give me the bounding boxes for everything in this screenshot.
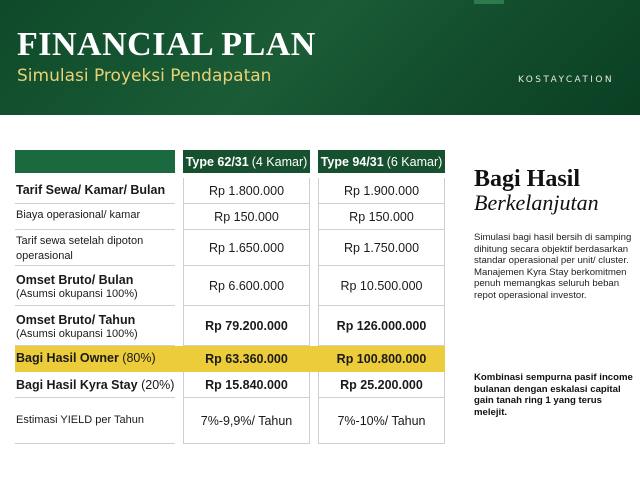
row-label: Bagi Hasil Owner — [16, 351, 119, 365]
row-label: Estimasi YIELD per Tahun — [16, 414, 144, 426]
header-banner — [0, 0, 640, 115]
value-type-94: Rp 150.000 — [318, 204, 445, 230]
row-label-group — [16, 378, 174, 392]
row-label-cell — [15, 306, 175, 346]
side-highlight: Kombinasi sempurna pasif income bulanan dengan eskalasi capital gain tanah ring 1 yang terus melejit. — [474, 372, 633, 418]
column-detail-label: (6 Kamar) — [386, 154, 443, 169]
row-label: Bagi Hasil Kyra Stay — [16, 378, 138, 392]
value-type-62: Rp 79.200.000 — [183, 306, 310, 346]
row-label: Omset Bruto/ Tahun — [16, 313, 136, 327]
side-subheading: Berkelanjutan — [474, 190, 599, 215]
page-title: FINANCIAL PLAN — [17, 26, 316, 63]
tab-marker — [474, 0, 504, 4]
row-note: (80%) — [122, 351, 156, 365]
page-subtitle: Simulasi Proyeksi Pendapatan — [17, 66, 272, 86]
value-type-62: Rp 150.000 — [183, 204, 310, 230]
value-type-94: Rp 10.500.000 — [318, 266, 445, 306]
row-label-cell — [15, 204, 175, 230]
value-type-62: 7%-9,9%/ Tahun — [183, 398, 310, 444]
brand-label: KOSTAYCATION — [518, 75, 614, 85]
value-type-62: Rp 63.360.000 — [183, 346, 310, 372]
value-type-62: Rp 6.600.000 — [183, 266, 310, 306]
column-header-type-94 — [318, 150, 445, 173]
row-note: operasional — [16, 250, 73, 262]
value-type-94: Rp 126.000.000 — [318, 306, 445, 346]
column-detail-label: (4 Kamar) — [251, 154, 308, 169]
value-type-94: 7%-10%/ Tahun — [318, 398, 445, 444]
column-type-label: Type 94/31 — [320, 154, 384, 169]
side-heading: Bagi Hasil — [474, 166, 581, 192]
table-row-highlight — [15, 346, 445, 372]
value-type-62: Rp 1.650.000 — [183, 230, 310, 266]
side-paragraph: Simulasi bagi hasil bersih di samping dihitung secara objektif berdasarkan standar operasional per unit/ cluster. Manajemen Kyra Stay berkomitmen penuh memangkas seluruh beban repot operasional investor. — [474, 232, 632, 301]
value-type-62: Rp 1.800.000 — [183, 178, 310, 204]
table-row — [15, 230, 445, 266]
row-label-cell — [15, 178, 175, 204]
row-note: (Asumsi okupansi 100%) — [16, 288, 138, 300]
value-type-94: Rp 100.800.000 — [318, 346, 445, 372]
row-label: Tarif sewa setelah dipoton — [16, 235, 144, 247]
row-label-cell — [15, 266, 175, 306]
column-header-type-62 — [183, 150, 310, 173]
row-label: Biaya operasional/ kamar — [16, 209, 141, 221]
row-label-cell — [15, 372, 175, 398]
value-type-94: Rp 1.900.000 — [318, 178, 445, 204]
table-row — [15, 204, 445, 230]
table-row — [15, 306, 445, 346]
row-note: (Asumsi okupansi 100%) — [16, 328, 138, 340]
row-note: (20%) — [141, 378, 175, 392]
row-label: Omset Bruto/ Bulan — [16, 273, 134, 287]
table-row — [15, 266, 445, 306]
value-type-94: Rp 1.750.000 — [318, 230, 445, 266]
row-label-group — [16, 351, 156, 365]
table-row — [15, 178, 445, 204]
row-label-cell — [15, 398, 175, 444]
value-type-62: Rp 15.840.000 — [183, 372, 310, 398]
value-type-94: Rp 25.200.000 — [318, 372, 445, 398]
row-label-cell — [15, 230, 175, 266]
table-row — [15, 398, 445, 444]
table-header-blank — [15, 150, 175, 173]
table-row — [15, 372, 445, 398]
column-type-label: Type 62/31 — [185, 154, 249, 169]
row-label: Tarif Sewa/ Kamar/ Bulan — [16, 183, 166, 197]
